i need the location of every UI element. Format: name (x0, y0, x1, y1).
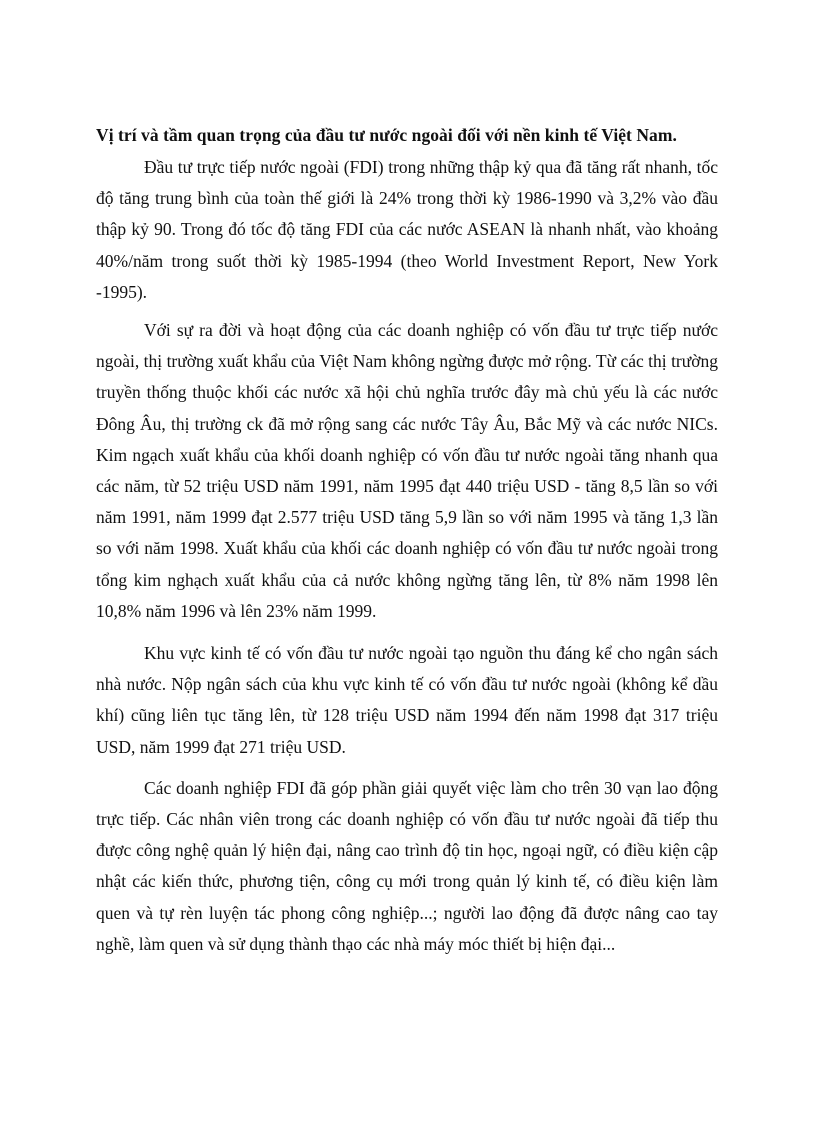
paragraph-employment: Các doanh nghiệp FDI đã góp phần giải quyết việc làm cho trên 30 vạn lao động trực tiếp. Các nhân viên trong các doanh nghiệp có vốn đầu tư nước ngoài đã tiếp thu được công nghệ quản lý hiện đại, nâng cao trình độ tin học, ngoại ngữ, có điều kiện cập nhật các kiến thức, phương tiện, công cụ mới trong quản lý kinh tế, có điều kiện làm quen và tự rèn luyện tác phong công nghiệp...; người lao động đã được nâng cao tay nghề, làm quen và sử dụng thành thạo các nhà máy móc thiết bị hiện đại... (96, 777, 718, 954)
paragraph-export-market: Với sự ra đời và hoạt động của các doanh nghiệp có vốn đầu tư trực tiếp nước ngoài, thị trường xuất khẩu của Việt Nam không ngừng được mở rộng. Từ các thị trường truyền thống thuộc khối các nước xã hội chủ nghĩa trước đây mà chủ yếu là các nước Đông Âu, thị trường ck đã mở rộng sang các nước Tây Âu, Bắc Mỹ và các nước NICs. Kim ngạch xuất khẩu của khối doanh nghiệp có vốn đầu tư nước ngoài tăng nhanh qua các năm, từ 52 triệu USD năm 1991, năm 1995 đạt 440 triệu USD - tăng 8,5 lần so với năm 1991, năm 1999 đạt 2.577 triệu USD tăng 5,9 lần so với năm 1995 và tăng 1,3 lần so với năm 1998. Xuất khẩu của khối các doanh nghiệp có vốn đầu tư nước ngoài trong tổng kim nghạch xuất khẩu của cả nước không ngừng tăng lên, từ 8% năm 1998 lên 10,8% năm 1996 và lên 23% năm 1999. (96, 320, 718, 621)
paragraph-fdi-growth: Đầu tư trực tiếp nước ngoài (FDI) trong những thập kỷ qua đã tăng rất nhanh, tốc độ tăng trung bình của toàn thế giới là 24% trong thời kỳ 1986-1990 và 3,2% vào đầu thập kỷ 90. Trong đó tốc độ tăng FDI của các nước ASEAN là nhanh nhất, vào khoảng 40%/năm trong suốt thời kỳ 1985-1994 (theo World Investment Report, New York -1995). (96, 157, 718, 302)
paragraph-state-budget: Khu vực kinh tế có vốn đầu tư nước ngoài tạo nguồn thu đáng kể cho ngân sách nhà nước. Nộp ngân sách của khu vực kinh tế có vốn đầu tư nước ngoài (không kể dầu khí) cũng liên tục tăng lên, từ 128 triệu USD năm 1994 đến năm 1998 đạt 317 triệu USD, năm 1999 đạt 271 triệu USD. (96, 643, 718, 757)
document-title: Vị trí và tầm quan trọng của đầu tư nước ngoài đối với nền kinh tế Việt Nam. (96, 125, 677, 145)
document-page (96, 120, 718, 960)
